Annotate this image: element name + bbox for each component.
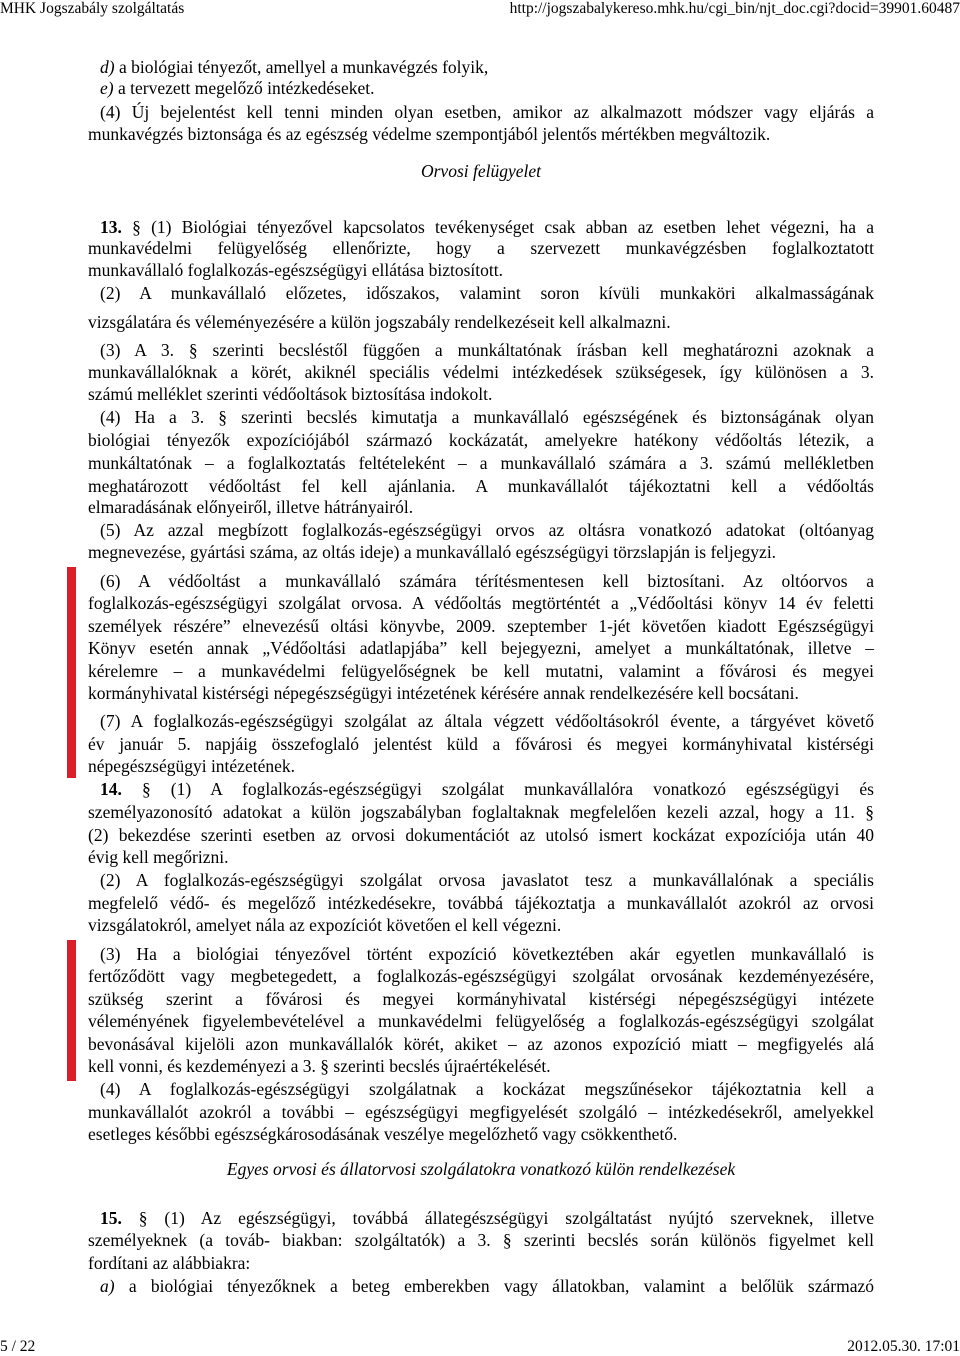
- text-line: Könyv esetén annak „Védőoltási adatlapjába” kell bejegyezni, amelyet a munkáltatónak, illetve –: [88, 638, 874, 658]
- text-line: (3) Ha a biológiai tényezővel történt expozíció következtében akár egyetlen munkavállaló is: [100, 944, 874, 964]
- text-line: személyeknek (a továb- biakban: szolgáltatók) a 3. § szerinti becslés során különös figyelmet kell: [88, 1230, 874, 1250]
- change-marker-bar: [67, 940, 76, 1081]
- text-line: szükség szerint a fővárosi és megyei kormányhivatal kistérségi népegészségügyi intézete: [88, 989, 874, 1009]
- header-service-name: MHK Jogszabály szolgáltatás: [0, 0, 185, 17]
- section-number: 15.: [100, 1208, 122, 1228]
- text-line: számú melléklet szerinti védőoltások biztosítása indokolt.: [88, 384, 493, 404]
- text-line: (6) A védőoltást a munkavállaló számára térítésmentesen kell biztosítani. Az oltóorvos a: [100, 571, 874, 591]
- text-line: (4) A foglalkozás-egészségügyi szolgálatnak a kockázat megszűnésekor tájékoztatnia kell a: [100, 1079, 874, 1099]
- line-text: § (1) Az egészségügyi, továbbá állategészségügyi szolgáltatást nyújtó szerveknek, illetve: [121, 1208, 874, 1228]
- text-line: (5) Az azzal megbízott foglalkozás-egészségügyi orvos az oltásra vonatkozó adatokat (oltóanyag: [100, 520, 874, 540]
- text-line: munkavállalóknak a körét, akiknél speciális védelmi intézkedések szükségesek, így különösen a 3.: [88, 362, 874, 382]
- text-line: elmaradásának előnyeiről, illetve hátrányairól.: [88, 497, 414, 517]
- text-line: (2) A foglalkozás-egészségügyi szolgálat orvosa javaslatot tesz a munkavállalónak a speciális: [100, 870, 874, 890]
- section-heading: Orvosi felügyelet: [420, 161, 542, 181]
- list-item-label: d): [100, 57, 115, 77]
- text-line: (2) bekezdése szerinti esetben az orvosi dokumentációt az utolsó ismert kockázat expozíciója után 40: [88, 825, 874, 845]
- text-line: kormányhivatal kistérségi népegészségügyi intézetének kérésére annak rendelkezésére kell bocsátani.: [88, 683, 799, 703]
- text-line: (4) Új bejelentést kell tenni minden olyan esetben, amikor az alkalmazott módszer vagy eljárás a: [100, 102, 874, 122]
- list-item-label: e): [100, 78, 114, 98]
- section-number: 13.: [100, 217, 122, 237]
- text-line: (2) A munkavállaló előzetes, időszakos, valamint soron kívüli munkaköri alkalmasságának: [100, 283, 874, 303]
- text-line: bevonásával kijelöli azon munkavállalók körét, akiket – az azonos expozíció miatt – megfigyelés alá: [88, 1034, 874, 1054]
- text-line: népegészségügyi intézetének.: [88, 756, 295, 776]
- section-heading: Egyes orvosi és állatorvosi szolgálatokra vonatkozó külön rendelkezések: [226, 1159, 736, 1179]
- text-line: [100, 56, 874, 78]
- line-text: a tervezett megelőző intézkedéseket.: [113, 78, 375, 98]
- text-line: [100, 77, 874, 99]
- text-line: munkavégzés biztonsága és az egészség védelme szempontjából jelentős mértékben megváltozik.: [88, 124, 771, 144]
- section-number: 14.: [100, 779, 122, 799]
- line-text: a biológiai tényezőt, amellyel a munkavégzés folyik,: [114, 57, 489, 77]
- text-line: kérelemre – a munkavédelmi felügyelőségnek be kell mutatni, valamint a fővárosi és megyei: [88, 661, 874, 681]
- text-line: személyazonosító adatokat a külön jogszabályban foglaltaknak megfelelően kezeli azzal, hogy a 11. §: [88, 802, 874, 822]
- text-line: meghatározott védőoltást fel kell ajánlania. A munkavállalót tájékoztatni kell a védőoltás: [88, 476, 874, 496]
- text-line: munkáltatónak – a foglalkoztatás feltételeként – a munkavállaló számára a 3. számú mellékletben: [88, 453, 874, 473]
- text-line: vizsgálatokról, amelyet nála az expozíciót követően el kell végezni.: [88, 915, 562, 935]
- text-line: foglalkozás-egészségügyi szolgálat orvosa. A védőoltás megtörténtét a „Védőoltási könyv 14 év feletti: [88, 593, 874, 613]
- text-line: fertőződött vagy megbetegedett, a foglalkozás-egészségügyi szolgálat orvosának kezdeményezésére,: [88, 966, 874, 986]
- text-line: munkavédelmi felügyelőség ellenőrizte, hogy a szervezett munkavégzésben foglalkoztatott: [88, 238, 874, 258]
- footer-page-number: 5 / 22: [0, 1338, 36, 1355]
- text-line: megnevezése, gyártási száma, az oltás ideje) a munkavállaló egészségügyi törzslapján is feljegyzi.: [88, 542, 777, 562]
- text-line: [100, 1275, 874, 1297]
- text-line: évig kell megőrizni.: [88, 847, 229, 867]
- text-line: személyek részére” elnevezésű oltási könyvbe, 2009. szeptember 1-jét követően kiadott Egészségügyi: [88, 616, 874, 636]
- line-text: a biológiai tényezőknek a beteg emberekben vagy állatokban, valamint a belőlük származó: [114, 1276, 874, 1296]
- list-item-label: a): [100, 1276, 115, 1296]
- text-line: [100, 778, 874, 800]
- text-line: esetleges későbbi egészségkárosodásának veszélye megelőzhető vagy csökkenthető.: [88, 1124, 678, 1144]
- text-line: biológiai tényezők expozíciójából származó kockázatát, amelyekre hatékony védőoltás létezik, a: [88, 430, 874, 450]
- line-text: § (1) A foglalkozás-egészségügyi szolgálat munkavállalóra vonatkozó egészségügyi és: [121, 779, 874, 799]
- text-line: kell vonni, és kezdeményezi a 3. § szerinti becslés újraértékelését.: [88, 1056, 551, 1076]
- line-text: § (1) Biológiai tényezővel kapcsolatos tevékenységet csak abban az esetben lehet végezni, ha a: [121, 217, 874, 237]
- text-line: véleményének figyelembevételével a munkavédelmi felügyelőség a foglalkozás-egészségügyi szolgálat: [88, 1011, 874, 1031]
- text-line: [100, 216, 874, 238]
- change-marker-bar: [67, 567, 76, 778]
- text-line: év január 5. napjáig összefoglaló jelentést küld a fővárosi és megyei kormányhivatal kistérségi: [88, 734, 874, 754]
- text-line: (7) A foglalkozás-egészségügyi szolgálat az általa végzett védőoltásokról évente, a tárgyévet követő: [100, 711, 874, 731]
- text-line: fordítani az alábbiakra:: [88, 1253, 251, 1273]
- text-line: (4) Ha a 3. § szerinti becslés kimutatja a munkavállaló egészségének és biztonságának olyan: [100, 407, 874, 427]
- text-line: munkavállaló foglalkozás-egészségügyi ellátása biztosított.: [88, 260, 504, 280]
- text-line: megfelelő védő- és megelőző intézkedésekre, továbbá tájékoztatja a munkavállalót azokról az orvosi: [88, 893, 874, 913]
- text-line: munkavállalót azokról a további – egészségügyi megfigyelését szolgáló – intézkedésekről, amelyekkel: [88, 1102, 874, 1122]
- text-line: [100, 1207, 874, 1229]
- footer-print-datetime: 2012.05.30. 17:01: [847, 1338, 960, 1355]
- text-line: vizsgálatára és véleményezésére a külön jogszabály rendelkezéseit kell alkalmazni.: [88, 312, 671, 332]
- header-url: http://jogszabalykereso.mhk.hu/cgi_bin/njt_doc.cgi?docid=39901.60487: [509, 0, 960, 17]
- text-line: (3) A 3. § szerinti becsléstől függően a munkáltatónak írásban kell meghatározni azoknak a: [100, 340, 874, 360]
